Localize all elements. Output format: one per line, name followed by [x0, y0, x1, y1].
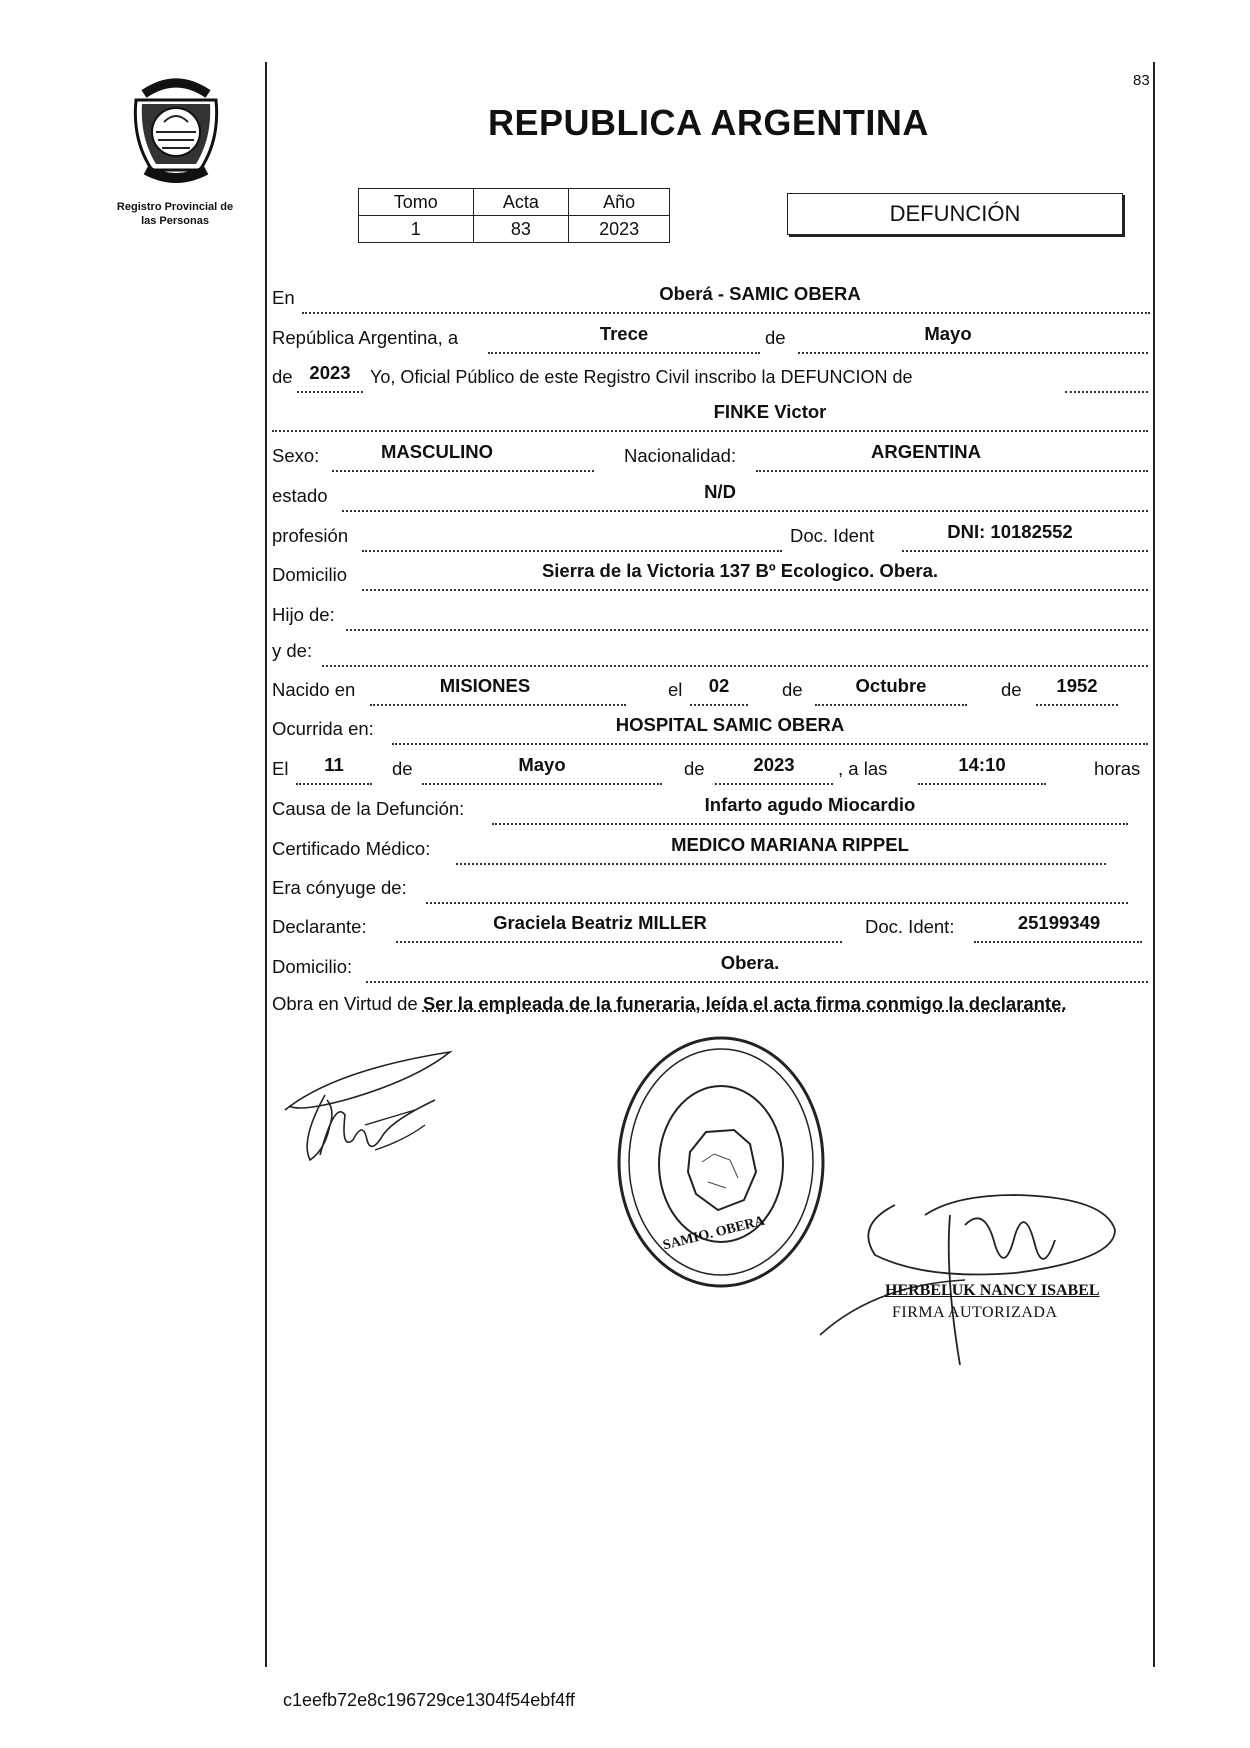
row-yde [270, 637, 1150, 665]
year-value: 2023 [309, 362, 351, 383]
decl-dom-label: Domicilio: [272, 956, 353, 977]
decl-doc-value: 25199349 [1017, 912, 1101, 933]
agency-line-1: Registro Provincial de [116, 201, 234, 213]
profesion-line [362, 522, 782, 552]
place-value: Oberá - SAMIC OBERA [659, 283, 861, 304]
de-label: de [765, 327, 786, 348]
authorized-name: HERBELUK NANCY ISABEL [885, 1282, 1100, 1299]
death-hour: 14:10 [958, 754, 1006, 775]
obra-paragraph [272, 992, 1148, 1016]
death-de1: de [392, 758, 413, 779]
stamp-inner-text: SAMIO. OBERA [661, 1213, 767, 1254]
row-causa [270, 795, 1150, 823]
row-declarante [270, 913, 1150, 941]
causa-value: Infarto agudo Miocardio [704, 794, 916, 815]
page-title: REPUBLICA ARGENTINA [488, 102, 929, 143]
tomo-header: Tomo [359, 189, 474, 216]
row-decl-domicilio [270, 953, 1150, 981]
certificado-value: MEDICO MARIANA RIPPEL [671, 834, 909, 855]
row-en [270, 284, 1150, 312]
conyuge-line [426, 874, 1128, 904]
doc-value: DNI: 10182552 [947, 521, 1073, 542]
row-profesion [270, 522, 1150, 550]
official-stamp [610, 1032, 832, 1294]
month-value: Mayo [924, 323, 972, 344]
birth-day: 02 [708, 675, 730, 696]
agency-line-2: las Personas [141, 215, 209, 227]
declarante-value: Graciela Beatriz MILLER [493, 912, 707, 933]
conyuge-label: Era cónyuge de: [272, 877, 407, 898]
reference-value-row [359, 216, 670, 243]
declarante-label: Declarante: [272, 916, 367, 937]
birth-de1: de [782, 679, 803, 700]
death-month: Mayo [518, 754, 566, 775]
row-name [270, 402, 1150, 430]
page-number: 83 [1133, 72, 1150, 89]
seal-emblem-icon [122, 70, 230, 186]
nacionalidad-label: Nacionalidad: [624, 445, 737, 466]
decl-doc-label: Doc. Ident: [865, 916, 955, 937]
right-margin-line [1153, 62, 1155, 1667]
birth-place: MISIONES [439, 675, 531, 696]
tomo-value: 1 [359, 216, 474, 243]
nacionalidad-value: ARGENTINA [871, 441, 981, 462]
signature-icon [275, 1040, 465, 1175]
anio-value: 2023 [569, 216, 670, 243]
yde-line [322, 637, 1148, 667]
birth-de2: de [1001, 679, 1022, 700]
agency-name [90, 200, 260, 228]
inscribo-line [1065, 363, 1148, 393]
alas-label: , a las [838, 758, 888, 779]
acta-header: Acta [473, 189, 569, 216]
nacido-label: Nacido en [272, 679, 356, 700]
provincial-seal [122, 70, 230, 186]
domicilio-label: Domicilio [272, 564, 348, 585]
republica-label: República Argentina, a [272, 327, 459, 348]
deceased-name: FINKE Victor [713, 401, 827, 422]
year-prefix: de [272, 366, 293, 387]
reference-table [358, 188, 670, 243]
anio-header: Año [569, 189, 670, 216]
en-label: En [272, 287, 295, 308]
decl-dom-value: Obera. [720, 952, 780, 973]
row-date [270, 324, 1150, 352]
estado-value: N/D [704, 481, 736, 502]
row-sexo [270, 442, 1150, 470]
left-margin-line [265, 62, 267, 1667]
record-type-box [787, 193, 1123, 235]
record-type: DEFUNCIÓN [889, 201, 1021, 226]
death-day: 11 [324, 754, 344, 775]
reference-header-row [359, 189, 670, 216]
ocurrida-label: Ocurrida en: [272, 718, 374, 739]
inscribo-text: Yo, Oficial Público de este Registro Civil inscribo la DEFUNCION de [370, 367, 913, 387]
certificado-label: Certificado Médico: [272, 838, 431, 859]
row-nacido [270, 676, 1150, 704]
causa-label: Causa de la Defunción: [272, 798, 465, 819]
row-ocurrida [270, 715, 1150, 743]
death-year: 2023 [753, 754, 795, 775]
death-de2: de [684, 758, 705, 779]
row-fecha-defuncion [270, 755, 1150, 783]
obra-text: Ser la empleada de la funeraria, leída el acta firma conmigo la declarante. [422, 993, 1067, 1014]
row-estado [270, 482, 1150, 510]
declarant-signature [275, 1040, 465, 1175]
birth-year: 1952 [1056, 675, 1098, 696]
sexo-value: MASCULINO [380, 441, 494, 462]
obra-label: Obra en Virtud de [272, 993, 418, 1014]
authorized-role: FIRMA AUTORIZADA [892, 1304, 1058, 1321]
ocurrida-value: HOSPITAL SAMIC OBERA [615, 714, 845, 735]
sexo-label: Sexo: [272, 445, 320, 466]
acta-value: 83 [473, 216, 569, 243]
yde-label: y de: [272, 640, 313, 661]
stamp-seal-icon [610, 1032, 832, 1294]
day-word: Trece [599, 323, 649, 344]
row-inscribo [270, 363, 1150, 391]
el-label: el [668, 679, 683, 700]
el2-label: El [272, 758, 289, 779]
row-hijo [270, 601, 1150, 629]
hijo-label: Hijo de: [272, 604, 335, 625]
birth-month: Octubre [855, 675, 927, 696]
row-domicilio [270, 561, 1150, 589]
document-hash: c1eefb72e8c196729ce1304f54ebf4ff [283, 1690, 575, 1710]
horas-label: horas [1094, 758, 1141, 779]
doc-label: Doc. Ident [790, 525, 875, 546]
hijo-line [346, 601, 1148, 631]
domicilio-value: Sierra de la Victoria 137 Bº Ecologico. Obera. [541, 560, 939, 581]
profesion-label: profesión [272, 525, 349, 546]
row-certificado [270, 835, 1150, 863]
row-conyuge [270, 874, 1150, 902]
estado-label: estado [272, 485, 328, 506]
